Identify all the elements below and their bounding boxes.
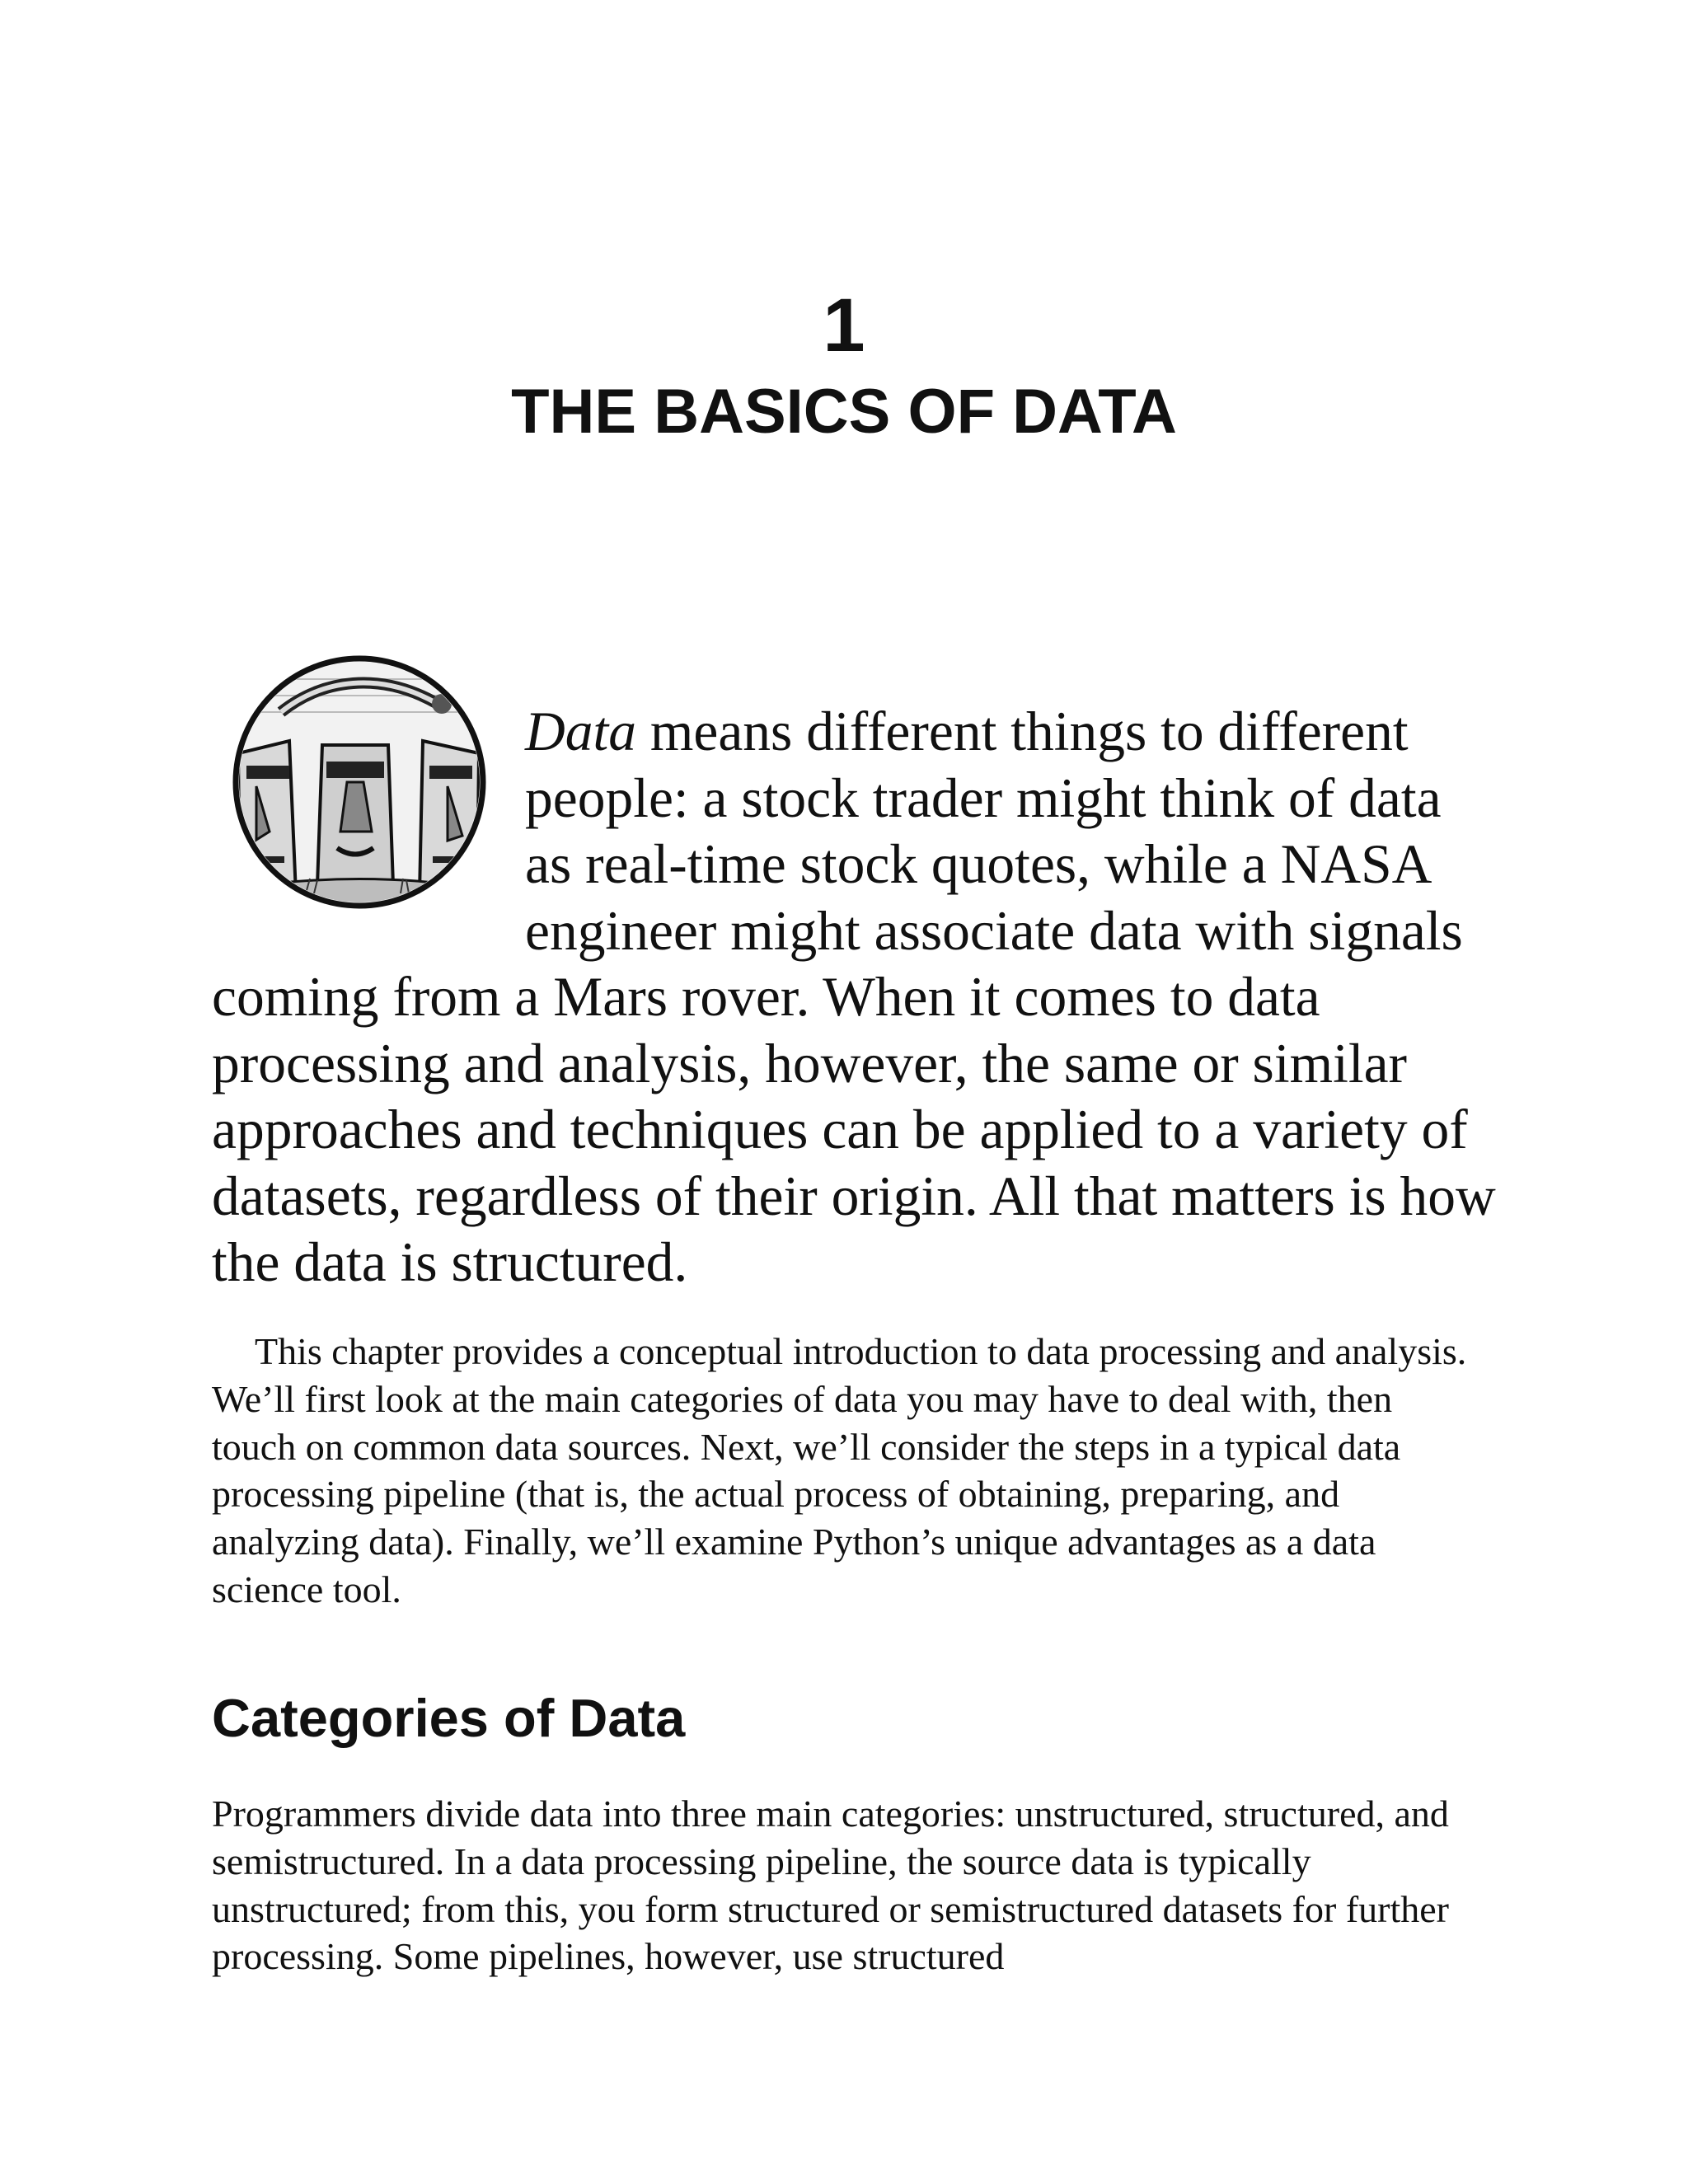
intro-text: means different things to different people: a stock trader might think of data as real-time stock quotes, while a NASA engineer might associate data with signals coming from a Mars rover. When it comes to data processing and analysis, however, the same or similar approaches and techniques can be applied to a variety of datasets, regardless of their origin. All that matters is how the data is structured.: [212, 701, 1496, 1293]
body-paragraph: This chapter provides a conceptual introduction to data processing and analysis. We’ll first look at the main categories of data you may have to deal with, then touch on common data sources. Next, we’ll consider the steps in a typical data processing pipeline (that is, the actual process of obtaining, preparing, and analyzing data). Finally, we’ll examine Python’s unique advantages as a data science tool.: [212, 1330, 1467, 1610]
chapter-title: THE BASICS OF DATA: [511, 377, 1177, 447]
chapter-emblem: [212, 699, 525, 963]
chapter-number: 1: [823, 284, 865, 368]
intro-paragraph: [212, 699, 1498, 1296]
intro-lead-word: Data: [525, 701, 636, 762]
section-heading: Categories of Data: [212, 1688, 686, 1748]
body-paragraph: Programmers divide data into three main categories: unstructured, structured, and semistructured. In a data processing pipeline, the source data is typically unstructured; from this, you form structured or semistructured datasets for further processing. Some pipelines, however, use structured: [212, 1793, 1449, 1978]
moai-heads-emblem-icon: [232, 654, 487, 910]
